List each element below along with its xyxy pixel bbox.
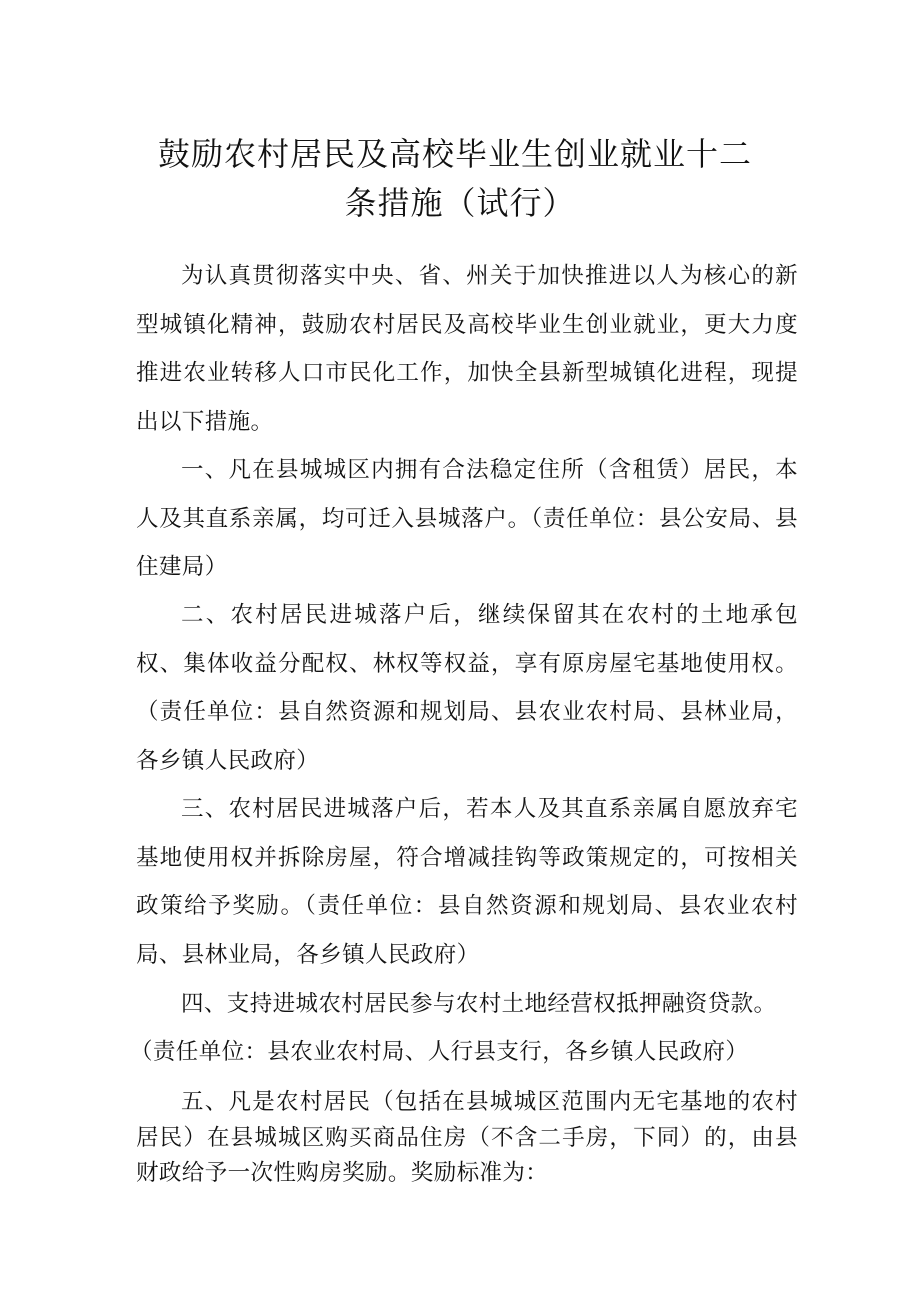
intro-paragraph: 为认真贯彻落实中央、省、州关于加快推进以人为核心的新型城镇化精神，鼓励农村居民及高校毕业生创业就业，更大力度推进农业转移人口市民化工作，加快全县新型城镇化进程，现提出以下措施。 [136,263,798,435]
document-title-line-2: 条措施（试行） [344,184,576,222]
document-title-line-1: 鼓励农村居民及高校毕业生创业就业十二 [157,135,752,173]
measure-4-responsible-units: （责任单位：县农业农村局、人行县支行，各乡镇人民政府） [130,1039,749,1065]
measure-3-paragraph: 三、农村居民进城落户后，若本人及其直系亲属自愿放弃宅基地使用权并拆除房屋，符合增减挂钩等政策规定的，可按相关政策给予奖励。（责任单位：县自然资源和规划局、县农业农村局、县林业局，各乡镇人民政府） [136,796,798,968]
measure-2-paragraph: 二、农村居民进城落户后，继续保留其在农村的土地承包权、集体收益分配权、林权等权益，享有原房屋宅基地使用权。（责任单位：县自然资源和规划局、县农业农村局、县林业局，各乡镇人民政府） [136,602,798,774]
measure-4-paragraph: 四、支持进城农村居民参与农村土地经营权抵押融资贷款。 [181,991,777,1017]
measure-1-paragraph: 一、凡在县城城区内拥有合法稳定住所（含租赁）居民，本人及其直系亲属，均可迁入县城落户。（责任单位：县公安局、县住建局） [136,457,798,580]
measure-5-paragraph: 五、凡是农村居民（包括在县城城区范围内无宅基地的农村居民）在县城城区购买商品住房（不含二手房，下同）的，由县财政给予一次性购房奖励。奖励标准为： [136,1089,798,1186]
